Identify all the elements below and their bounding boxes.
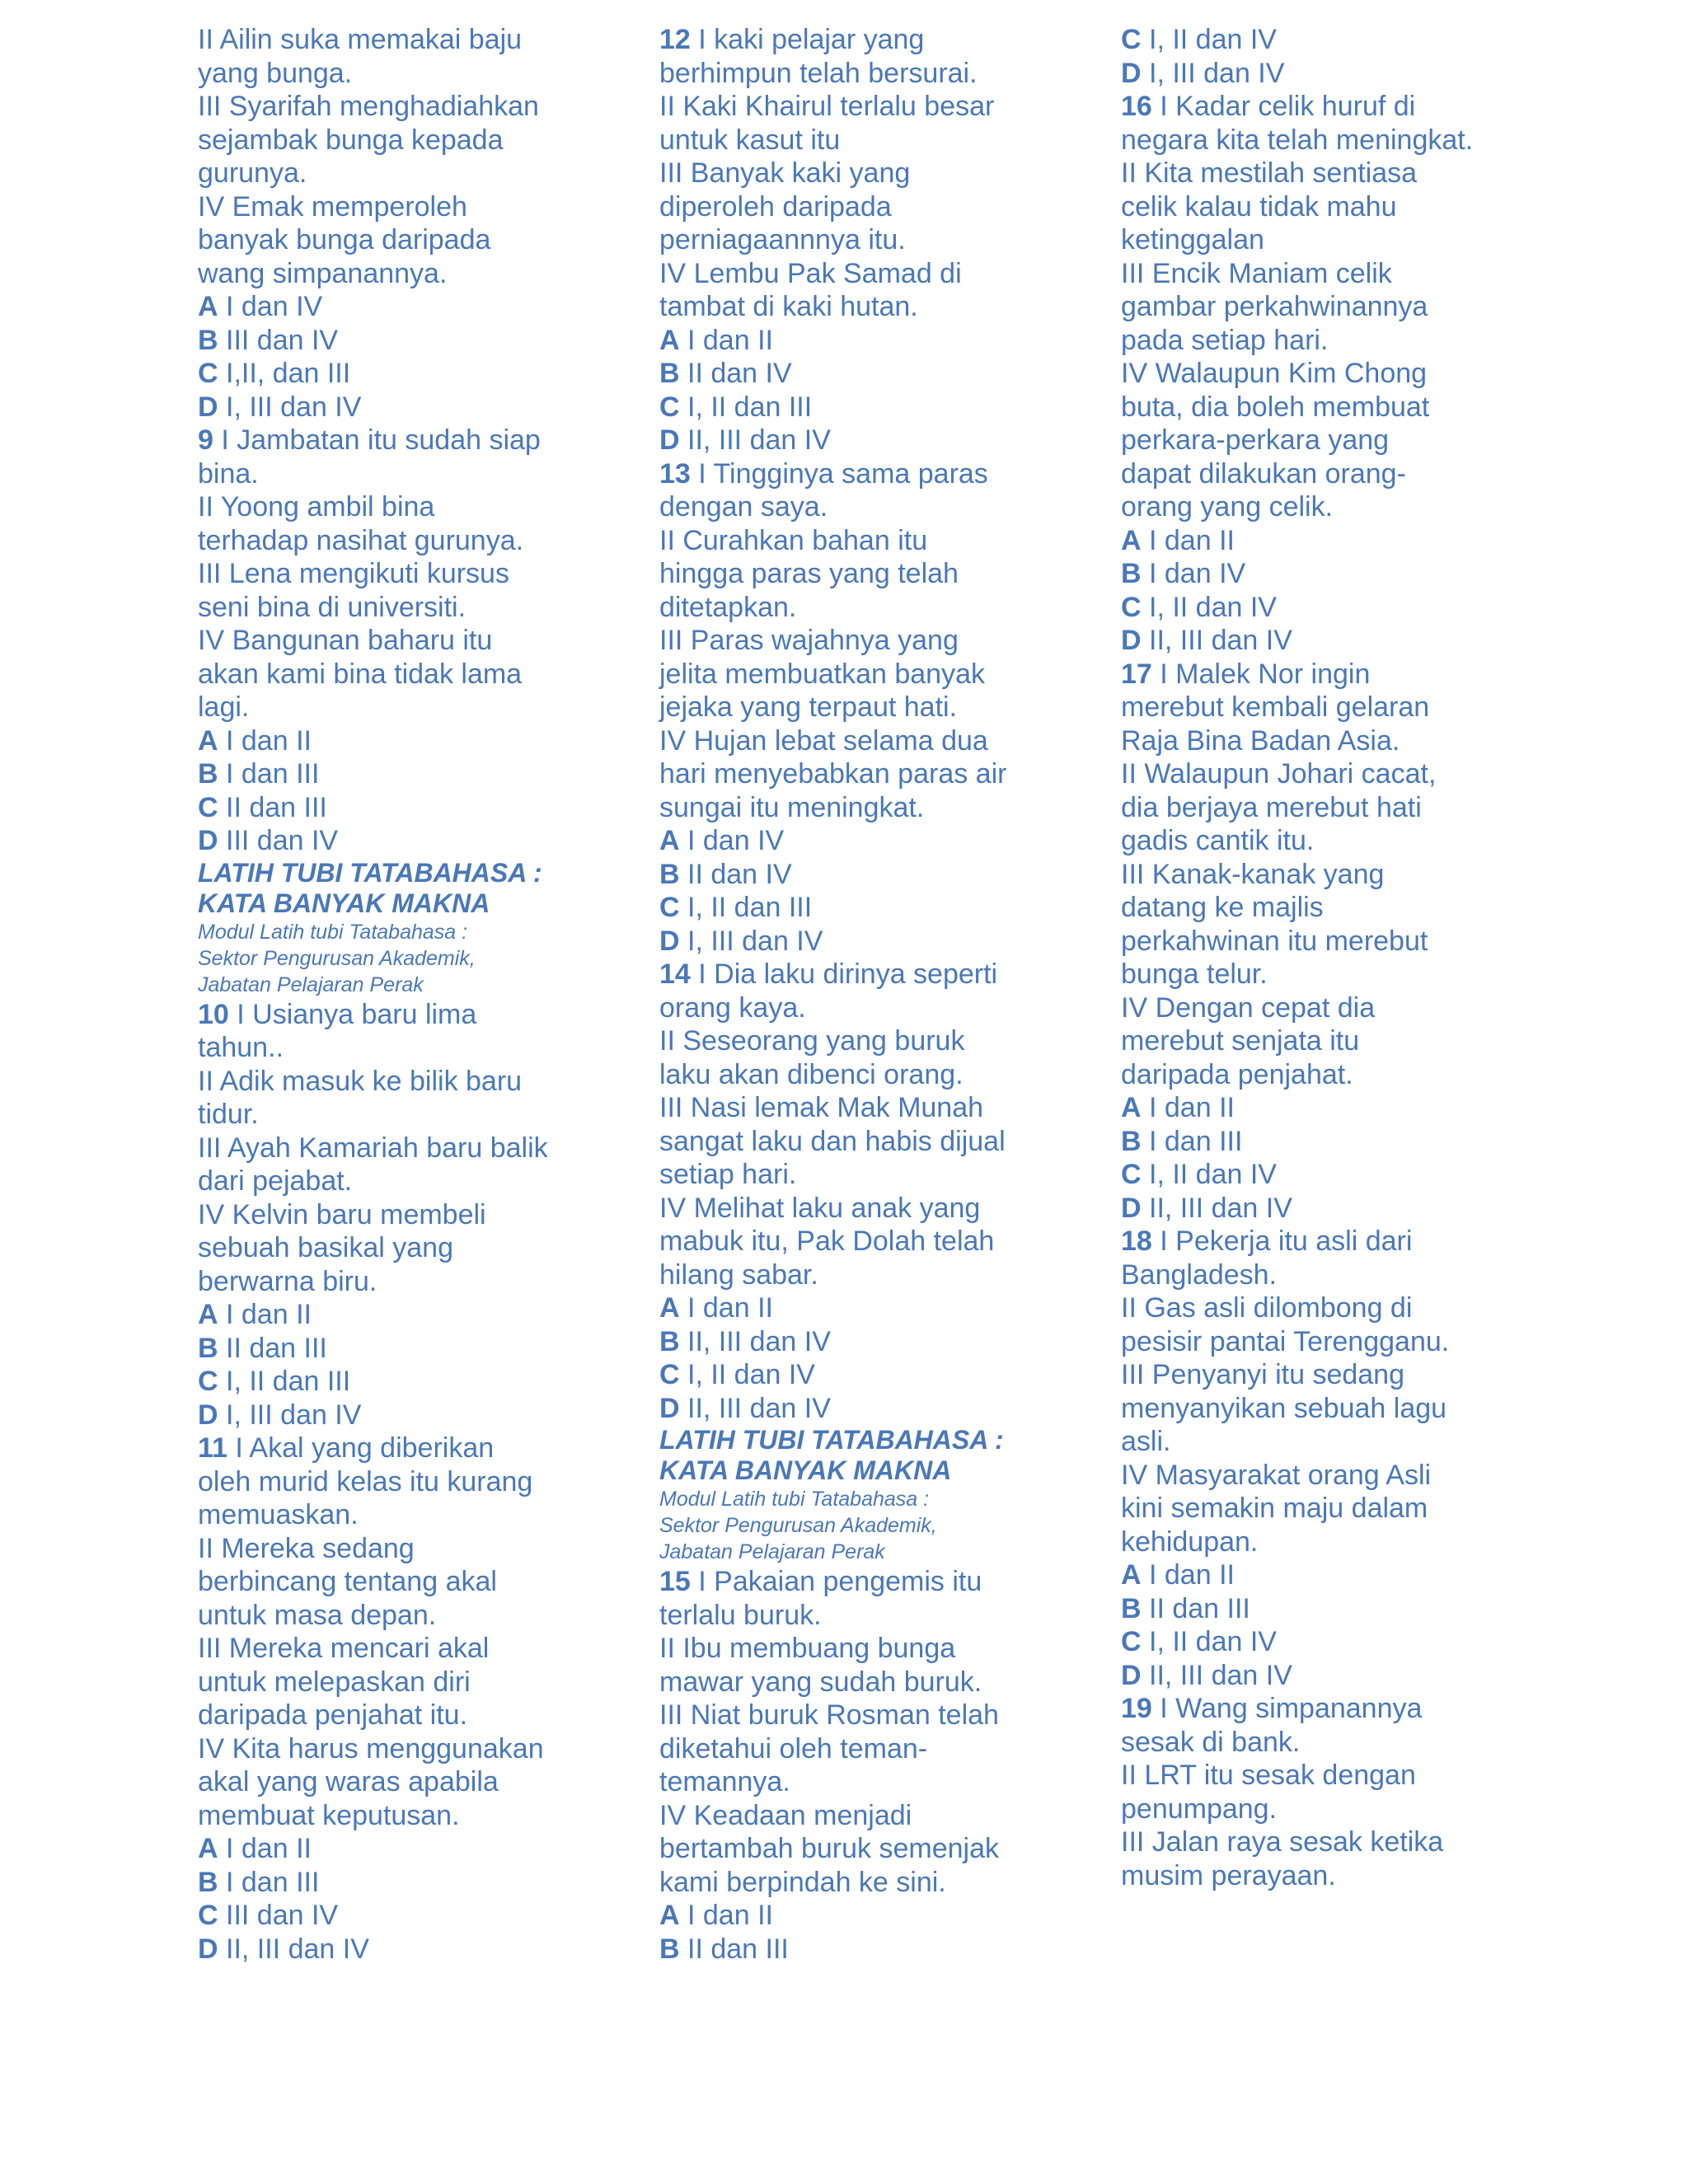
text-line: sangat laku dan habis dijual <box>659 1125 1006 1157</box>
text-line: Bangladesh. <box>1121 1258 1278 1291</box>
text-line: IV Lembu Pak Samad di <box>659 257 962 289</box>
text-line: perniagaannnya itu. <box>659 224 906 255</box>
line-text: I, III dan IV <box>218 391 362 423</box>
answer-option <box>659 858 1071 892</box>
option-letter: A <box>198 291 218 322</box>
text-line: kehidupan. <box>1121 1526 1259 1558</box>
text-line: III Banyak kaki yang <box>659 157 911 189</box>
option-letter: C <box>659 391 680 423</box>
answer-option <box>1121 1659 1533 1693</box>
line-text: I, II dan III <box>679 892 813 923</box>
source-note: Jabatan Pelajaran Perak <box>659 1540 885 1563</box>
question-number: 9 <box>198 424 213 456</box>
section-heading: LATIH TUBI TATABAHASA : <box>198 857 542 888</box>
text-line: lagi. <box>198 691 250 723</box>
option-letter: D <box>198 391 218 423</box>
line-text: I dan IV <box>218 291 323 322</box>
line-text: I, II dan IV <box>1141 591 1277 623</box>
source-note: Sektor Pengurusan Akademik, <box>198 946 476 970</box>
answer-option <box>659 925 1071 958</box>
option-letter: D <box>198 1399 218 1431</box>
text-line: IV Keadaan menjadi <box>659 1799 912 1831</box>
text-line: banyak bunga daripada <box>198 224 491 255</box>
question-number: 18 <box>1121 1226 1152 1257</box>
line-text: I dan II <box>1141 1559 1235 1591</box>
answer-option <box>198 324 610 358</box>
answer-option <box>1121 557 1533 591</box>
text-line: tahun.. <box>198 1032 284 1063</box>
answer-option <box>198 1899 610 1933</box>
text-line: sebuah basikal yang <box>198 1232 454 1263</box>
line-text: III dan IV <box>218 324 339 356</box>
line-text: I Jambatan itu sudah siap <box>213 424 541 456</box>
text-line: hingga paras yang telah <box>659 558 959 589</box>
line-text: I dan IV <box>679 825 785 856</box>
option-letter: D <box>1121 57 1142 89</box>
question-line <box>659 1565 1071 1599</box>
text-line: oleh murid kelas itu kurang <box>198 1465 533 1497</box>
line-text: I, II dan IV <box>679 1359 815 1390</box>
question-number: 14 <box>659 958 691 990</box>
option-letter: B <box>1121 558 1142 589</box>
text-line: memuaskan. <box>198 1499 359 1530</box>
line-text: I,II, dan III <box>218 358 351 389</box>
line-text: II, III dan IV <box>679 1325 831 1357</box>
option-letter: B <box>659 358 680 389</box>
answer-option <box>198 391 610 424</box>
text-line: gadis cantik itu. <box>1121 825 1315 856</box>
question-line <box>198 1432 610 1465</box>
line-text: I Dia laku dirinya seperti <box>690 958 998 990</box>
text-line: celik kalau tidak mahu <box>1121 190 1397 223</box>
text-line: II Ailin suka memakai baju <box>198 24 523 55</box>
text-line: III Ayah Kamariah baru balik <box>198 1132 548 1164</box>
option-letter: D <box>659 1392 680 1424</box>
line-text: II dan IV <box>679 358 792 389</box>
text-line: bertambah buruk semenjak <box>659 1833 1000 1864</box>
option-letter: A <box>1121 1559 1142 1591</box>
text-line: penumpang. <box>1121 1793 1278 1825</box>
question-number: 11 <box>198 1432 227 1464</box>
text-line: buta, dia boleh membuat <box>1121 391 1430 423</box>
section-heading: LATIH TUBI TATABAHASA : <box>659 1425 1004 1455</box>
text-line: sesak di bank. <box>1121 1726 1301 1758</box>
option-letter: D <box>198 825 218 856</box>
text-line: ketinggalan <box>1121 224 1264 255</box>
line-text: I, III dan IV <box>1141 57 1285 89</box>
text-line: III Paras wajahnya yang <box>659 625 959 656</box>
option-letter: C <box>198 1366 218 1397</box>
answer-option <box>198 357 610 391</box>
answer-option <box>198 757 610 791</box>
question-line <box>1121 658 1533 691</box>
line-text: I Pekerja itu asli dari <box>1151 1226 1413 1257</box>
option-letter: D <box>1121 1192 1142 1224</box>
text-line: untuk masa depan. <box>198 1599 437 1631</box>
text-line: dari pejabat. <box>198 1165 353 1197</box>
answer-option <box>1121 1091 1533 1125</box>
answer-option <box>1121 1625 1533 1659</box>
line-text: III dan IV <box>218 1900 339 1931</box>
option-letter: C <box>198 358 218 389</box>
answer-option <box>198 1832 610 1866</box>
answer-option <box>1121 1592 1533 1626</box>
option-letter: D <box>659 925 680 957</box>
question-line <box>1121 90 1533 124</box>
answer-option <box>198 1866 610 1900</box>
answer-option <box>659 1291 1071 1325</box>
option-letter: B <box>198 758 218 790</box>
question-number: 13 <box>659 457 691 490</box>
answer-option <box>198 1399 610 1432</box>
text-line: negara kita telah meningkat. <box>1121 124 1474 156</box>
line-text: I, II dan IV <box>1141 24 1277 55</box>
answer-option <box>1121 524 1533 558</box>
text-line: III Syarifah menghadiahkan <box>198 91 539 122</box>
answer-option <box>659 891 1071 925</box>
text-line: II Yoong ambil bina <box>198 491 435 523</box>
line-text: I dan IV <box>1141 558 1246 589</box>
text-line: perkahwinan itu merebut <box>1121 925 1428 957</box>
line-text: I, II dan IV <box>1141 1159 1277 1190</box>
text-line: II Adik masuk ke bilik baru <box>198 1065 523 1097</box>
answer-option <box>659 1899 1071 1933</box>
text-column-1 <box>198 23 610 1966</box>
question-line <box>198 424 610 457</box>
text-line: III Nasi lemak Mak Munah <box>659 1092 984 1123</box>
text-line: laku akan dibenci orang. <box>659 1058 964 1090</box>
section-heading: KATA BANYAK MAKNA <box>198 888 490 918</box>
text-column-2 <box>659 23 1071 1966</box>
option-letter: B <box>659 1325 680 1357</box>
line-text: I Kadar celik huruf di <box>1151 91 1416 122</box>
text-line: II Mereka sedang <box>198 1532 415 1564</box>
text-line: IV Hujan lebat selama dua <box>659 724 988 757</box>
line-text: I dan II <box>218 1833 312 1864</box>
text-line: orang yang celik. <box>1121 491 1334 523</box>
text-line: mabuk itu, Pak Dolah telah <box>659 1226 995 1257</box>
text-line: merebut kembali gelaran <box>1121 691 1430 723</box>
text-line: IV Walaupun Kim Chong <box>1121 358 1428 389</box>
answer-option <box>659 357 1071 391</box>
line-text: I Tingginya sama paras <box>690 457 988 490</box>
source-note: Modul Latih tubi Tatabahasa : <box>198 920 468 944</box>
source-note: Sektor Pengurusan Akademik, <box>659 1514 937 1537</box>
option-letter: D <box>198 1933 218 1965</box>
answer-option <box>198 824 610 858</box>
option-letter: A <box>198 1299 218 1330</box>
text-line: setiap hari. <box>659 1159 797 1190</box>
option-letter: C <box>659 1359 680 1390</box>
option-letter: C <box>1121 1626 1142 1657</box>
option-letter: D <box>1121 625 1142 656</box>
answer-option <box>198 1933 610 1966</box>
text-line: III Penyanyi itu sedang <box>1121 1359 1405 1390</box>
text-line: III Jalan raya sesak ketika <box>1121 1826 1444 1858</box>
answer-option <box>659 824 1071 858</box>
option-letter: A <box>1121 1092 1142 1123</box>
line-text: I dan II <box>679 1900 773 1931</box>
line-text: I Usianya baru lima <box>228 998 477 1030</box>
answer-option <box>659 1392 1071 1426</box>
option-letter: B <box>198 1866 218 1898</box>
text-line: daripada penjahat itu. <box>198 1699 468 1731</box>
option-letter: A <box>198 724 218 757</box>
text-line: datang ke majlis <box>1121 892 1324 923</box>
question-line <box>659 457 1071 491</box>
question-number: 10 <box>198 998 229 1030</box>
line-text: I dan II <box>218 724 312 757</box>
line-text: I dan III <box>218 758 320 790</box>
option-letter: A <box>1121 524 1142 556</box>
text-line: dia berjaya merebut hati <box>1121 791 1422 823</box>
line-text: II, III dan IV <box>1141 625 1292 656</box>
answer-option <box>198 724 610 758</box>
text-line: tambat di kaki hutan. <box>659 291 918 322</box>
answer-option <box>1121 1158 1533 1192</box>
answer-option <box>659 391 1071 424</box>
line-text: I, III dan IV <box>679 925 823 957</box>
text-line: IV Dengan cepat dia <box>1121 991 1376 1024</box>
source-note: Modul Latih tubi Tatabahasa : <box>659 1488 930 1511</box>
answer-option <box>659 1933 1071 1966</box>
question-number: 19 <box>1121 1693 1152 1724</box>
option-letter: B <box>198 1332 218 1364</box>
line-text: I kaki pelajar yang <box>690 24 925 55</box>
answer-option <box>198 791 610 825</box>
text-line: II Walaupun Johari cacat, <box>1121 758 1437 790</box>
option-letter: C <box>1121 24 1142 55</box>
text-line: temannya. <box>659 1766 790 1797</box>
text-line: gurunya. <box>198 157 307 189</box>
text-line: berhimpun telah bersurai. <box>659 57 978 89</box>
text-line: sejambak bunga kepada <box>198 124 504 156</box>
line-text: I Wang simpanannya <box>1151 1693 1423 1724</box>
line-text: I dan II <box>1141 1092 1235 1123</box>
text-line: terlalu buruk. <box>659 1599 822 1631</box>
text-line: II Gas asli dilombong di <box>1121 1292 1413 1324</box>
text-line: ditetapkan. <box>659 591 797 623</box>
text-line: IV Masyarakat orang Asli <box>1121 1459 1432 1491</box>
line-text: I Akal yang diberikan <box>227 1432 495 1464</box>
text-column-3 <box>1121 23 1533 1892</box>
option-letter: C <box>198 1900 218 1931</box>
option-letter: B <box>1121 1592 1142 1624</box>
line-text: II, III dan IV <box>679 424 831 456</box>
option-letter: D <box>1121 1659 1142 1691</box>
text-line: menyanyikan sebuah lagu <box>1121 1392 1447 1424</box>
answer-option <box>198 1365 610 1399</box>
text-line: hilang sabar. <box>659 1258 818 1291</box>
text-line: hari menyebabkan paras air <box>659 758 1007 790</box>
line-text: I dan II <box>218 1299 312 1330</box>
answer-option <box>198 1298 610 1332</box>
line-text: II, III dan IV <box>218 1933 369 1965</box>
line-text: II dan III <box>218 1332 327 1364</box>
option-letter: C <box>1121 591 1142 623</box>
text-line: daripada penjahat. <box>1121 1058 1353 1090</box>
text-line: IV Kita harus menggunakan <box>198 1732 544 1765</box>
line-text: II dan III <box>679 1933 789 1965</box>
text-line: berwarna biru. <box>198 1265 377 1297</box>
text-line: pesisir pantai Terengganu. <box>1121 1325 1450 1357</box>
question-number: 12 <box>659 24 691 55</box>
line-text: I Malek Nor ingin <box>1151 658 1371 690</box>
answer-option <box>659 1325 1071 1359</box>
text-line: III Lena mengikuti kursus <box>198 558 509 589</box>
line-text: I dan II <box>679 1292 773 1324</box>
line-text: I Pakaian pengemis itu <box>690 1566 982 1597</box>
answer-option <box>1121 591 1533 625</box>
text-line: untuk kasut itu <box>659 124 841 156</box>
text-line: merebut senjata itu <box>1121 1025 1360 1057</box>
source-note: Jabatan Pelajaran Perak <box>198 972 424 996</box>
line-text: I, II dan III <box>679 391 813 423</box>
text-line: IV Bangunan baharu itu <box>198 625 493 656</box>
line-text: II dan III <box>218 791 327 823</box>
text-line: II Seseorang yang buruk <box>659 1025 965 1057</box>
option-letter: C <box>1121 1159 1142 1190</box>
answer-option <box>659 424 1071 457</box>
line-text: II, III dan IV <box>1141 1192 1292 1224</box>
line-text: II dan IV <box>679 858 792 890</box>
text-line: untuk melepaskan diri <box>198 1666 471 1698</box>
line-text: III dan IV <box>218 825 339 856</box>
text-line: berbincang tentang akal <box>198 1566 497 1597</box>
question-number: 16 <box>1121 91 1152 122</box>
text-line: kini semakin maju dalam <box>1121 1493 1428 1524</box>
text-line: wang simpanannya. <box>198 257 448 289</box>
line-text: I, II dan III <box>218 1366 351 1397</box>
line-text: I dan III <box>1141 1125 1243 1157</box>
option-letter: A <box>659 1900 680 1931</box>
text-line: musim perayaan. <box>1121 1859 1336 1891</box>
line-text: II, III dan IV <box>1141 1659 1292 1691</box>
option-letter: D <box>659 424 680 456</box>
text-line: gambar perkahwinannya <box>1121 291 1428 322</box>
text-line: II Kaki Khairul terlalu besar <box>659 91 995 122</box>
question-line <box>198 998 610 1032</box>
text-line: perkara-perkara yang <box>1121 424 1390 456</box>
option-letter: A <box>659 825 680 856</box>
answer-option <box>1121 624 1533 658</box>
text-line: III Kanak-kanak yang <box>1121 858 1385 890</box>
text-line: diketahui oleh teman- <box>659 1732 928 1765</box>
answer-option <box>1121 1125 1533 1159</box>
answer-option <box>1121 57 1533 91</box>
text-line: kami berpindah ke sini. <box>659 1866 946 1898</box>
section-heading: KATA BANYAK MAKNA <box>659 1455 952 1485</box>
text-line: III Niat buruk Rosman telah <box>659 1699 999 1731</box>
text-line: mawar yang sudah buruk. <box>659 1666 982 1698</box>
answer-option <box>1121 1192 1533 1226</box>
option-letter: C <box>198 791 218 823</box>
option-letter: B <box>659 858 680 890</box>
text-line: II LRT itu sesak dengan <box>1121 1760 1416 1791</box>
text-line: jejaka yang terpaut hati. <box>659 691 958 723</box>
text-line: Raja Bina Badan Asia. <box>1121 724 1400 757</box>
text-line: II Curahkan bahan itu <box>659 524 928 556</box>
line-text: II dan III <box>1141 1592 1250 1624</box>
question-number: 15 <box>659 1566 691 1597</box>
text-line: dapat dilakukan orang- <box>1121 457 1406 490</box>
text-line: II Kita mestilah sentiasa <box>1121 157 1418 189</box>
text-line: seni bina di universiti. <box>198 591 467 623</box>
option-letter: C <box>659 892 680 923</box>
text-line: bina. <box>198 457 259 490</box>
line-text: I dan II <box>679 324 773 356</box>
line-text: I dan III <box>218 1866 320 1898</box>
answer-option <box>1121 1558 1533 1592</box>
text-line: tidur. <box>198 1099 259 1130</box>
question-line <box>659 23 1071 57</box>
answer-option <box>198 290 610 324</box>
option-letter: A <box>198 1833 218 1864</box>
question-line <box>1121 1692 1533 1726</box>
option-letter: B <box>659 1933 680 1965</box>
answer-option <box>1121 23 1533 57</box>
option-letter: B <box>1121 1125 1142 1157</box>
text-line: diperoleh daripada <box>659 190 892 223</box>
text-line: bunga telur. <box>1121 958 1268 990</box>
option-letter: A <box>659 324 680 356</box>
text-line: yang bunga. <box>198 57 353 89</box>
text-line: dengan saya. <box>659 491 828 523</box>
line-text: I, II dan IV <box>1141 1626 1277 1657</box>
text-line: IV Melihat laku anak yang <box>659 1192 981 1224</box>
line-text: II, III dan IV <box>679 1392 831 1424</box>
answer-option <box>659 1358 1071 1392</box>
question-line <box>1121 1225 1533 1258</box>
text-line: orang kaya. <box>659 991 806 1024</box>
text-line: pada setiap hari. <box>1121 324 1329 356</box>
text-line: jelita membuatkan banyak <box>659 658 986 690</box>
text-line: asli. <box>1121 1426 1171 1457</box>
text-line: IV Kelvin baru membeli <box>198 1198 486 1230</box>
text-line: III Encik Maniam celik <box>1121 257 1392 289</box>
line-text: I, III dan IV <box>218 1399 362 1431</box>
text-line: membuat keputusan. <box>198 1799 460 1831</box>
text-line: terhadap nasihat gurunya. <box>198 524 524 556</box>
answer-option <box>659 324 1071 358</box>
text-line: III Mereka mencari akal <box>198 1633 490 1664</box>
text-line: IV Emak memperoleh <box>198 190 467 223</box>
text-line: akan kami bina tidak lama <box>198 658 523 690</box>
text-line: sungai itu meningkat. <box>659 791 925 823</box>
question-number: 17 <box>1121 658 1152 690</box>
answer-option <box>198 1332 610 1366</box>
line-text: I dan II <box>1141 524 1235 556</box>
text-line: II Ibu membuang bunga <box>659 1633 956 1664</box>
option-letter: B <box>198 324 218 356</box>
question-line <box>659 958 1071 991</box>
option-letter: A <box>659 1292 680 1324</box>
text-line: akal yang waras apabila <box>198 1766 499 1797</box>
